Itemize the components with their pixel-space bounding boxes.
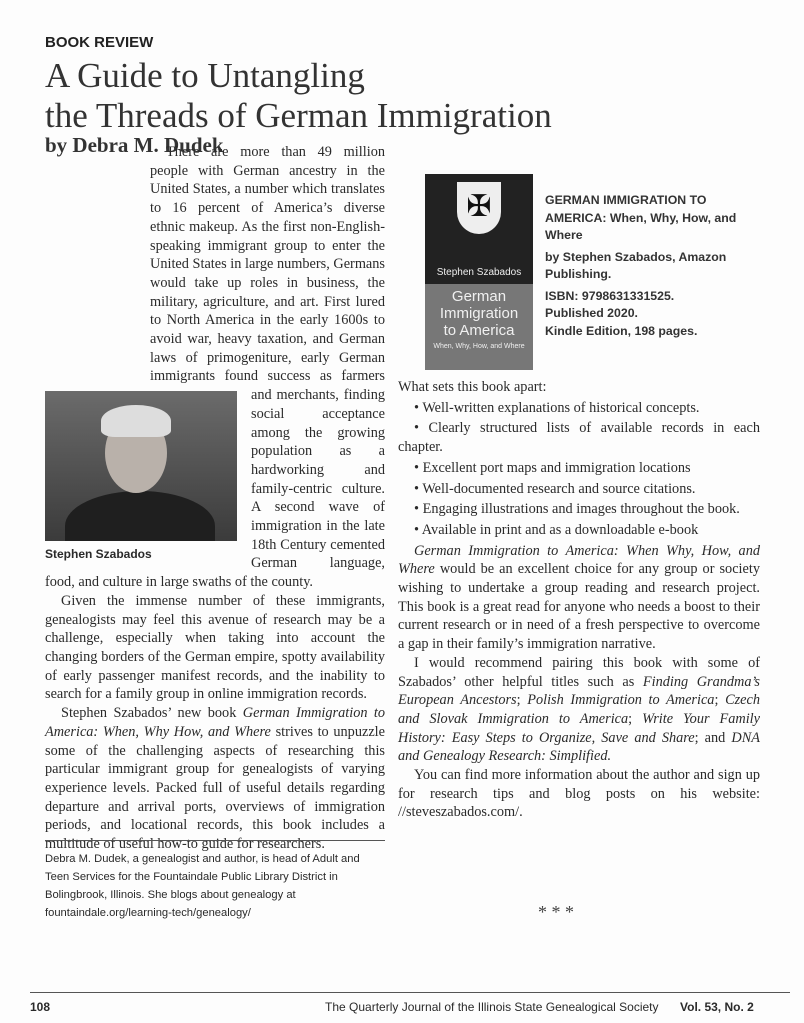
photo-caption: Stephen Szabados [45, 547, 152, 561]
book-title: GERMAN IMMIGRATION TO AMERICA: When, Why, How, and Where [545, 193, 737, 242]
article-title [45, 56, 552, 136]
end-mark: * * * [538, 902, 574, 922]
book-cover: ✠ Stephen Szabados German Immigration to America When, Why, How, and Where [425, 174, 533, 370]
book-info [545, 192, 760, 344]
byline: by Debra M. Dudek [45, 133, 224, 157]
paragraph: I would recommend pairing this book with some of Szabados’ other helpful titles such as Finding Grandma’s European Ancestors; Polish Immigration to America; Czech and Slovak Immigration to America; Write Your Family History: Easy Steps to Organize, Save and Share; and DNA and Genealogy Research: Simplified. [398, 654, 761, 765]
cover-subtitle: When, Why, How, and Where [433, 343, 525, 350]
list-item: • Excellent port maps and immigration locations [414, 459, 691, 476]
eagle-crest-icon: ✠ [457, 182, 501, 234]
book-published: Published 2020. [545, 306, 638, 320]
journal-name: The Quarterly Journal of the Illinois State Genealogical Society [325, 1000, 659, 1014]
title-line: the Threads of German Immigration [45, 96, 552, 135]
paragraph: There are more than 49 million people with German ancestry in the United States, a number which translates to 16 percent of America’s diverse ethnic makeup. As the first non-English-speaking immigrant group to enter the United States in large numbers, Germans would take up roles in business, the military, agriculture, and art. First lured to North America in the early 1600s to avoid war, heavy taxation, and German laws of primogeniture, early German immigrants found success as farmers and merchants, finding social acceptance among the growing population as a hardworking and family-centric culture. A second wave of immigration in the late 18th Century cemented German language, food, and culture in large swaths of the county. [45, 144, 385, 591]
paragraph: You can find more information about the author and sign up for research tips and blog posts on his website: //steveszabados.com/. [398, 767, 760, 821]
book-isbn: ISBN: 9798631331525. [545, 288, 675, 303]
list-item: • Engaging illustrations and images throughout the book. [414, 501, 740, 518]
list-intro: What sets this book apart: [398, 379, 547, 395]
right-column [398, 378, 760, 822]
paragraph: Given the immense number of these immigrants, genealogists may feel this avenue of research may be a challenge, especially when taking into account the changing borders of the German empire, spotty availability of early passenger manifest records, and the inability to search for a family group in online immigration records. [45, 592, 385, 703]
author-portrait-image [45, 391, 237, 541]
cover-author: Stephen Szabados [436, 267, 522, 278]
list-item: • Available in print and as a downloadable e-book [414, 521, 699, 538]
list-item: • Clearly structured lists of available records in each chapter. [398, 420, 760, 456]
spacer [45, 143, 150, 391]
footer-divider [30, 992, 790, 993]
title-line: A Guide to Untangling [45, 56, 365, 95]
section-kicker: BOOK REVIEW [45, 34, 154, 51]
paragraph: German Immigration to America: When Why, How, and Where would be an excellent choice for any group or society wishing to undertake a group reading and research project. This book is a great read for anyone who needs a boost to their current research or in need of a fresh perspective to overcome a gap in their family’s immigration narrative. [398, 542, 760, 653]
list-item: • Well-written explanations of historical concepts. [414, 399, 700, 416]
feature-list [398, 399, 760, 540]
page-number: 108 [30, 1000, 51, 1014]
divider [45, 840, 385, 841]
book-author: by Stephen Szabados, Amazon Publishing. [545, 249, 727, 281]
author-bio: Debra M. Dudek, a genealogist and author, is head of Adult and Teen Services for the Fountaindale Public Library District in Bolingbrook, Illinois. She blogs about genealogy at fountaindale.org/learning-tech/genealogy/ [45, 853, 360, 919]
left-column [45, 143, 385, 854]
volume-issue: Vol. 53, No. 2 [680, 1000, 754, 1014]
author-photo [45, 391, 241, 567]
list-item: • Well-documented research and source citations. [414, 480, 696, 497]
book-edition: Kindle Edition, 198 pages. [545, 323, 698, 338]
paragraph: Stephen Szabados’ new book German Immigration to America: When, Why How, and Where strives to unpuzzle some of the challenging aspects of researching this particular immigrant group for genealogists of varying experience levels. Packed full of useful details regarding departure and arrival ports, overviews of immigration periods, and locational records, this book includes a multitude of useful how-to guide for researchers. [45, 705, 385, 853]
